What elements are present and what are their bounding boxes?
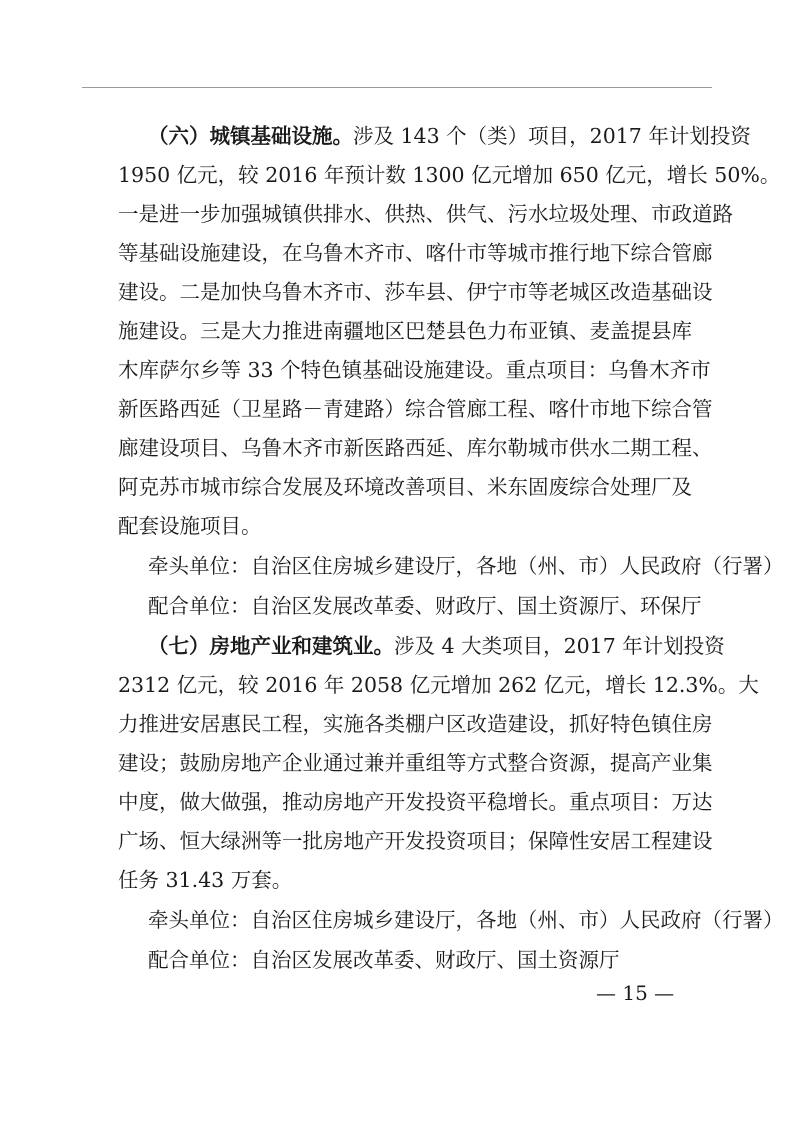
- section6-line: 涉及 143 个（类）项目，2017 年计划投资: [353, 124, 751, 148]
- header-rule: [82, 87, 712, 88]
- section6-line: 一是进一步加强城镇供排水、供热、供气、污水垃圾处理、市政道路: [118, 202, 733, 226]
- section7-line: 广场、恒大绿洲等一批房地产开发投资项目；保障性安居工程建设: [118, 829, 713, 853]
- section6-coop-unit: 配合单位：自治区发展改革委、财政厅、国土资源厅、环保厅: [148, 594, 702, 618]
- section7-line: 建设；鼓励房地产企业通过兼并重组等方式整合资源，提高产业集: [118, 751, 713, 775]
- section6-lead-unit: 牵头单位：自治区住房城乡建设厅，各地（州、市）人民政府（行署）: [148, 554, 784, 578]
- section7-line: 2312 亿元，较 2016 年 2058 亿元增加 262 亿元，增长 12.3%。大: [118, 673, 759, 697]
- section6-line: 廊建设项目、乌鲁木齐市新医路西延、库尔勒城市供水二期工程、: [118, 436, 713, 460]
- section6-line: 1950 亿元，较 2016 年预计数 1300 亿元增加 650 亿元，增长 50%。: [118, 163, 781, 187]
- section6-line: 木库萨尔乡等 33 个特色镇基础设施建设。重点项目：乌鲁木齐市: [118, 358, 711, 382]
- section6-line: 配套设施项目。: [118, 514, 262, 538]
- section7-first-line: [148, 631, 725, 661]
- section7-coop-unit: 配合单位：自治区发展改革委、财政厅、国土资源厅: [148, 948, 620, 972]
- section6-heading: （六）城镇基础设施。: [148, 124, 353, 148]
- section7-line: 任务 31.43 万套。: [118, 868, 293, 892]
- section7-lead-unit: 牵头单位：自治区住房城乡建设厅，各地（州、市）人民政府（行署）: [148, 908, 784, 932]
- section6-line: 施建设。三是大力推进南疆地区巴楚县色力布亚镇、麦盖提县库: [118, 319, 692, 343]
- section6-first-line: [148, 121, 751, 151]
- section7-line: 力推进安居惠民工程，实施各类棚户区改造建设，抓好特色镇住房: [118, 712, 713, 736]
- section7-line: 中度，做大做强，推动房地产开发投资平稳增长。重点项目：万达: [118, 790, 713, 814]
- page-number: — 15 —: [596, 981, 675, 1005]
- section6-line: 新医路西延（卫星路－青建路）综合管廊工程、喀什市地下综合管: [118, 397, 713, 421]
- section6-line: 建设。二是加快乌鲁木齐市、莎车县、伊宁市等老城区改造基础设: [118, 280, 713, 304]
- section7-line: 涉及 4 大类项目，2017 年计划投资: [394, 634, 725, 658]
- section7-heading: （七）房地产业和建筑业。: [148, 634, 394, 658]
- section6-line: 阿克苏市城市综合发展及环境改善项目、米东固废综合处理厂及: [118, 475, 692, 499]
- section6-line: 等基础设施建设，在乌鲁木齐市、喀什市等城市推行地下综合管廊: [118, 241, 713, 265]
